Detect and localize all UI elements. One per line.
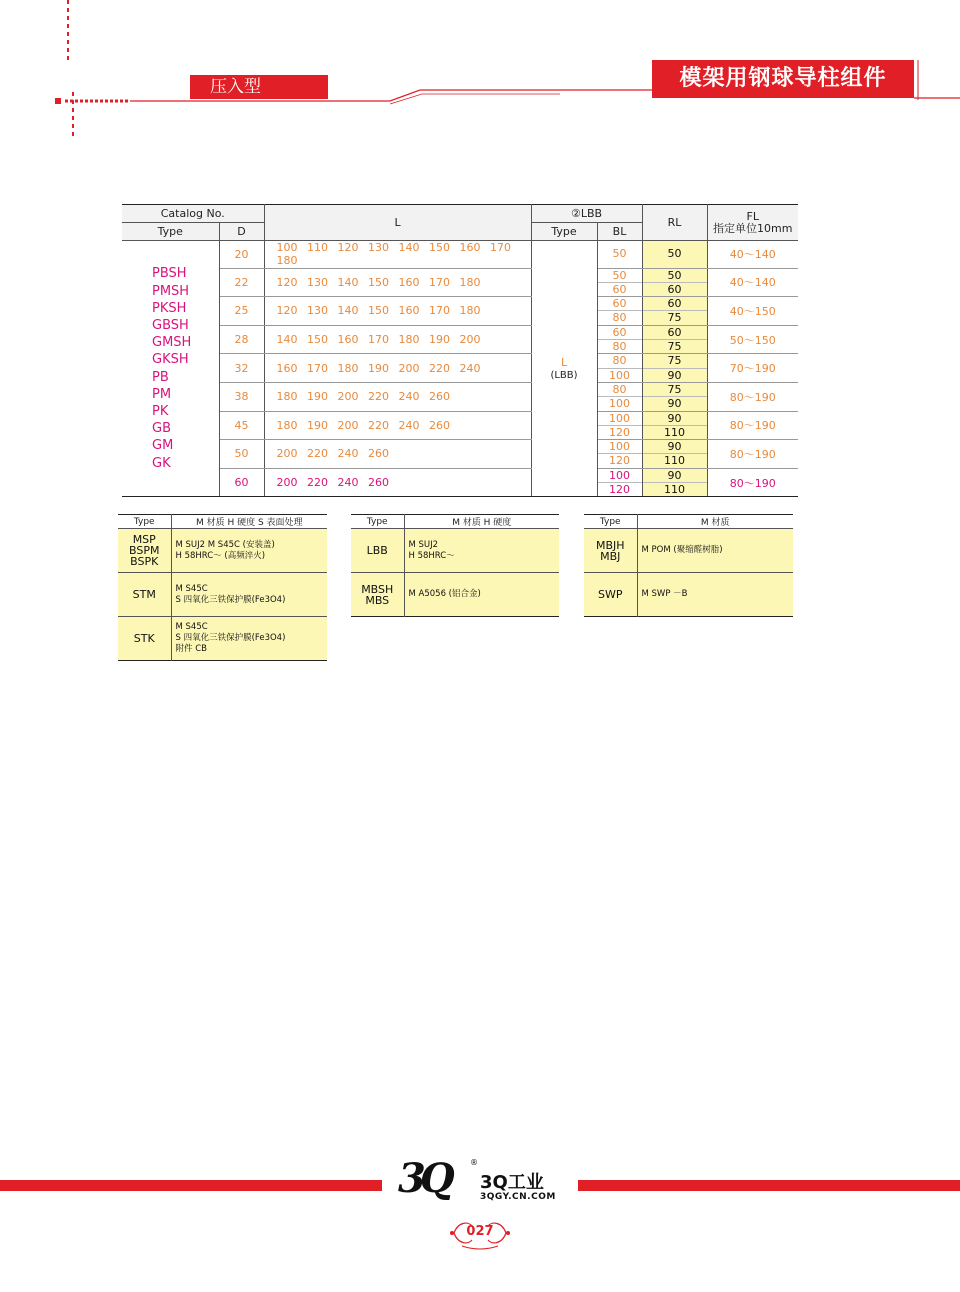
type-cell <box>118 573 171 617</box>
type-name: MSP <box>132 533 156 546</box>
type-name: STM <box>132 588 156 601</box>
rl-cell <box>642 382 707 411</box>
d-value: 25 <box>219 297 264 326</box>
rl-value: 60 <box>667 282 682 296</box>
material-cell <box>171 617 327 661</box>
type-item: GKSH <box>152 352 189 368</box>
material-cell <box>404 529 559 573</box>
material-header: M 材质 H 硬度 S 表面处理 <box>171 515 327 529</box>
rl-value: 90 <box>667 368 682 382</box>
bl-value: 80 <box>612 340 627 354</box>
material-line: M S45C <box>175 583 208 594</box>
rl-cell <box>642 297 707 326</box>
page-title: 模架用钢球导柱组件 <box>652 60 914 98</box>
fl-unit: 指定单位10mm <box>713 221 793 235</box>
logo-mark: 3Q <box>398 1155 449 1202</box>
rl-value: 50 <box>643 269 707 283</box>
type-cell <box>351 573 404 617</box>
bl-cell <box>597 411 642 440</box>
material-table-c <box>584 514 793 617</box>
registered-mark: ® <box>470 1158 478 1167</box>
d-value: 28 <box>219 325 264 354</box>
type-item: GMSH <box>152 335 192 351</box>
footer-bar-left <box>0 1180 382 1191</box>
rl-value: 75 <box>667 311 682 325</box>
rl-cell <box>642 354 707 383</box>
bl-value: 80 <box>598 354 642 368</box>
type-item: GBSH <box>152 318 189 334</box>
bl-cell <box>597 241 642 269</box>
d-header: D <box>219 223 264 241</box>
fl-value: 80～190 <box>707 411 798 440</box>
fl-value: 70～190 <box>707 354 798 383</box>
lbb-header: ②LBB <box>531 205 642 223</box>
fl-value: 40～140 <box>707 268 798 297</box>
l-values: 200 220 240 260 <box>264 440 531 469</box>
rl-value: 90 <box>643 469 707 483</box>
bl-value: 100 <box>609 368 631 382</box>
rl-value: 110 <box>664 425 686 439</box>
catalog-no-header: Catalog No. <box>122 205 264 223</box>
type-item: PKSH <box>152 300 187 316</box>
lbb-type-paren: (LBB) <box>550 369 578 381</box>
material-line: M S45C <box>175 622 208 632</box>
spec-row <box>122 268 798 297</box>
material-cell <box>637 573 793 617</box>
type-header: Type <box>584 515 637 529</box>
material-line: M SWP －B <box>641 589 688 599</box>
rl-value: 50 <box>667 247 682 260</box>
bl-cell <box>597 382 642 411</box>
type-name: SWP <box>598 588 623 601</box>
l-values: 180 190 200 220 240 260 <box>264 411 531 440</box>
type-cell <box>351 529 404 573</box>
material-line: M A5056 (铝合金) <box>408 589 481 599</box>
type-header: Type <box>122 223 219 241</box>
spec-row <box>122 325 798 354</box>
d-value: 50 <box>219 440 264 469</box>
type-cell <box>118 529 171 573</box>
type-cell <box>118 617 171 661</box>
brand-name: 3Q工业 <box>480 1172 544 1193</box>
bl-value: 100 <box>598 412 642 426</box>
fl-value: 50～150 <box>707 325 798 354</box>
bl-cell <box>597 354 642 383</box>
material-cell <box>404 573 559 617</box>
l-values: 120 130 140 150 160 170 180 <box>264 268 531 297</box>
spec-row <box>122 411 798 440</box>
bl-value: 60 <box>598 297 642 311</box>
lbb-type-value: L <box>560 355 568 369</box>
l-values: 100 110 120 130 140 150 160 170 180 <box>264 241 531 269</box>
material-line: S 四氧化三铁保护膜(Fe3O4) <box>175 633 286 643</box>
material-header: M 材质 H 硬度 <box>404 515 559 529</box>
material-cell <box>637 529 793 573</box>
material-line: M SUJ2 <box>408 539 439 550</box>
rl-cell <box>642 241 707 269</box>
material-line: 附件 CB <box>175 644 207 654</box>
material-line: M SUJ2 M S45C (安装盖) <box>175 539 275 550</box>
rl-value: 60 <box>643 326 707 340</box>
rl-cell <box>642 325 707 354</box>
rl-cell <box>642 440 707 469</box>
bl-cell <box>597 440 642 469</box>
rl-value: 60 <box>643 297 707 311</box>
brand-logo <box>396 1154 576 1210</box>
section-tag: 压入型 <box>190 75 328 99</box>
page-number: 027 <box>466 1224 494 1239</box>
bl-cell <box>597 297 642 326</box>
material-line: M POM (聚缩醛树脂) <box>641 545 723 555</box>
fl-value: 80～190 <box>707 382 798 411</box>
bl-cell <box>597 468 642 497</box>
bl-cell <box>597 325 642 354</box>
material-header: M 材质 <box>637 515 793 529</box>
material-line: H 58HRC～ <box>408 550 455 561</box>
bl-header: BL <box>597 223 642 241</box>
fl-value: 80～190 <box>707 440 798 469</box>
l-header: L <box>264 205 531 241</box>
d-value: 20 <box>219 241 264 269</box>
d-value: 45 <box>219 411 264 440</box>
rl-value: 90 <box>667 397 682 411</box>
bl-value: 50 <box>612 247 627 260</box>
fl-label: FL <box>746 209 759 223</box>
footer-bar-right <box>578 1180 960 1191</box>
type-name: MBJH <box>595 538 625 552</box>
type-item: PB <box>152 369 169 385</box>
material-line: H 58HRC～ (高频淬火) <box>175 550 266 561</box>
type-header: Type <box>351 515 404 529</box>
bl-value: 80 <box>598 383 642 397</box>
spec-row <box>122 440 798 469</box>
type-list <box>122 241 219 497</box>
bl-value: 60 <box>612 282 627 296</box>
type-cell <box>584 529 637 573</box>
bl-value: 100 <box>598 469 642 483</box>
rl-cell <box>642 268 707 297</box>
rl-value: 75 <box>643 383 707 397</box>
rl-value: 90 <box>643 440 707 454</box>
l-values: 140 150 160 170 180 190 200 <box>264 325 531 354</box>
l-values: 180 190 200 220 240 260 <box>264 382 531 411</box>
spec-row <box>122 468 798 497</box>
lbb-type-header: Type <box>531 223 597 241</box>
type-item: GM <box>152 438 174 454</box>
material-line: S 四氧化三铁保护膜(Fe3O4) <box>175 594 286 605</box>
spec-row <box>122 354 798 383</box>
spec-row <box>122 241 798 269</box>
type-cell <box>584 573 637 617</box>
bl-value: 120 <box>609 483 631 497</box>
type-item: GK <box>152 455 171 471</box>
l-values: 120 130 140 150 160 170 180 <box>264 297 531 326</box>
fl-value: 40～150 <box>707 297 798 326</box>
material-table-a <box>118 514 327 661</box>
d-value: 38 <box>219 382 264 411</box>
bl-value: 100 <box>609 397 631 411</box>
d-value: 22 <box>219 268 264 297</box>
rl-cell <box>642 468 707 497</box>
material-cell <box>171 573 327 617</box>
bl-value: 120 <box>609 454 631 468</box>
type-item: PBSH <box>152 266 187 282</box>
type-name: BSPM <box>129 544 160 557</box>
fl-header <box>707 205 798 241</box>
type-name: MBJ <box>600 549 621 563</box>
type-item: GB <box>152 421 171 437</box>
rl-value: 110 <box>664 483 686 497</box>
type-name: STK <box>133 632 155 645</box>
rl-cell <box>642 411 707 440</box>
spec-table <box>122 204 798 497</box>
rl-value: 90 <box>643 412 707 426</box>
d-value: 60 <box>219 468 264 497</box>
type-item: PK <box>152 404 169 420</box>
rl-header: RL <box>642 205 707 241</box>
type-header: Type <box>118 515 171 529</box>
bl-value: 60 <box>598 326 642 340</box>
bl-value: 50 <box>598 269 642 283</box>
l-values: 160 170 180 190 200 220 240 <box>264 354 531 383</box>
type-name: MBS <box>365 593 390 607</box>
type-name: LBB <box>366 544 388 557</box>
lbb-type-cell <box>531 241 597 497</box>
type-name: MBSH <box>361 582 394 596</box>
fl-value: 80～190 <box>707 468 798 497</box>
material-cell <box>171 529 327 573</box>
type-item: PM <box>152 386 172 402</box>
rl-value: 75 <box>643 354 707 368</box>
d-value: 32 <box>219 354 264 383</box>
bl-value: 100 <box>598 440 642 454</box>
type-name: BSPK <box>130 555 159 568</box>
rl-value: 75 <box>667 340 682 354</box>
fl-value: 40～140 <box>707 241 798 269</box>
bl-cell <box>597 268 642 297</box>
bl-value: 80 <box>612 311 627 325</box>
spec-row <box>122 382 798 411</box>
spec-row <box>122 297 798 326</box>
l-values: 200 220 240 260 <box>264 468 531 497</box>
material-table-b <box>351 514 559 617</box>
rl-value: 110 <box>664 454 686 468</box>
type-item: PMSH <box>152 283 190 299</box>
brand-url: 3QGY.CN.COM <box>480 1192 556 1202</box>
bl-value: 120 <box>609 425 631 439</box>
